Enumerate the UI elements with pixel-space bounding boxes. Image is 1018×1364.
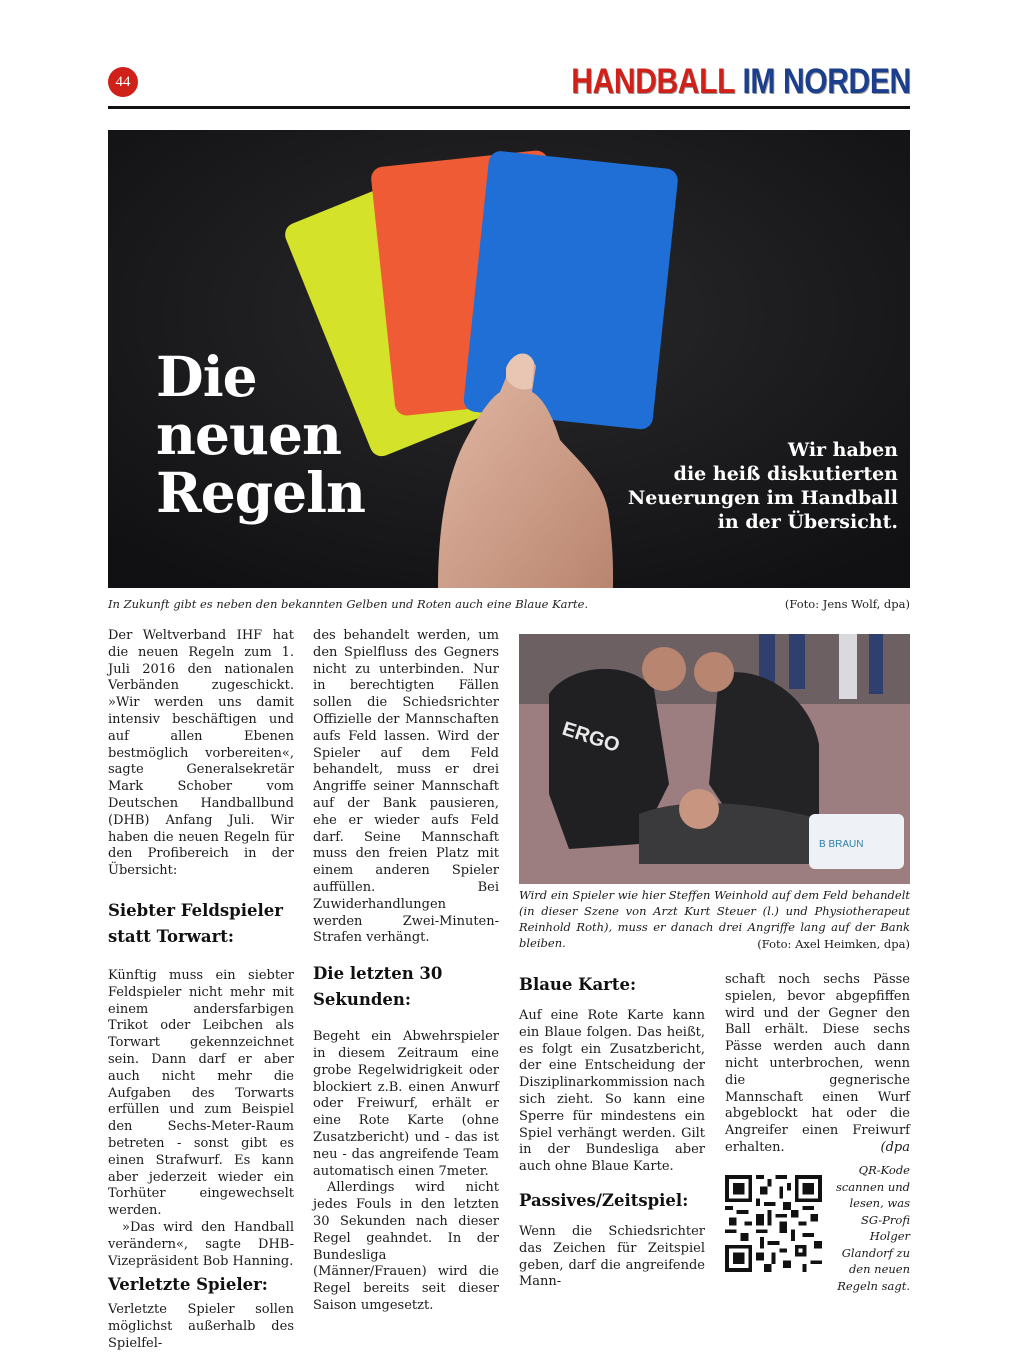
paragraph: Der Weltverband IHF hat die neuen Regeln zum 1. Juli 2016 den nationalen Verbänden zugeschickt. »Wir werden uns damit intensiv beschäftigen und auf allen Ebenen bestmöglich vorbereiten«, sagte Generalsekretär Mark Schober vom Deutschen Handballbund (DHB) Anfang Juli. Wir haben die neuen Regeln für den Profibereich in der Übersicht: — [108, 628, 294, 879]
masthead-handball: HANDBALL — [571, 62, 735, 101]
paragraph: Wenn die Schiedsrichter das Zeichen für Zeitspiel geben, darf die angreifende Mann- — [519, 1223, 705, 1290]
hero-subtitle: Wir haben die heiß diskutierten Neuerungen im Handball in der Übersicht. — [627, 439, 898, 533]
hero-photo-credit: (Foto: Jens Wolf, dpa) — [784, 597, 910, 611]
subheading-blaue-karte: Blaue Karte: — [519, 975, 637, 994]
injury-photo-caption: Wird ein Spieler wie hier Steffen Weinhold auf dem Feld behandelt (in dieser Szene von Arzt Kurt Steuer (l.) und Physiotherapeut Reinhold Roth), muss er danach drei Angriffe lang auf der Bank bleiben. — [519, 888, 910, 950]
paragraph: Verletzte Spieler sollen möglichst außerhalb des Spielfel- — [108, 1302, 294, 1351]
article-column-2 — [313, 628, 499, 1315]
header-rule — [108, 106, 910, 109]
article-column-1 — [108, 628, 294, 1353]
subheading-letzte-30-sekunden: Die letzten 30 Sekunden: — [313, 964, 443, 1010]
paragraph: Begeht ein Abwehrspieler in diesem Zeitraum eine grobe Regelwidrigkeit oder blockiert z.B. einen Anwurf oder Freiwurf, erhält er eine Rote Karte (ohne Zusatzbericht) und - das ist neu - das angreifende Team automatisch einen 7meter. — [313, 1029, 499, 1179]
masthead — [571, 62, 911, 102]
qr-code[interactable] — [725, 1175, 822, 1272]
blue-card — [463, 150, 679, 430]
subheading-siebter-feldspieler: Siebter Feldspieler statt Torwart: — [108, 900, 283, 946]
paragraph: Künftig muss ein siebter Feldspieler nicht mehr mit einem andersfarbigen Trikot oder Leibchen als Torwart gekennzeichnet sein. Dann darf er aber auch nicht mehr die Aufgaben des Torwarts erfüllen und zum Beispiel den Sechs-Meter-Raum betreten - sonst gibt es einen Strafwurf. Es kann aber jederzeit wieder ein Torhüter eingewechselt werden. — [108, 967, 294, 1219]
hero-title: Die neuen Regeln — [156, 344, 366, 525]
hero-caption: In Zukunft gibt es neben den bekannten Gelben und Roten auch eine Blaue Karte. — [108, 597, 589, 611]
article-column-4 — [725, 972, 910, 1157]
paragraph: Auf eine Rote Karte kann ein Blaue folgen. Das heißt, es folgt ein Zusatzbericht, der eine Entscheidung der Disziplinarkommission nach sich zieht. So kann eine Sperre für mindestens ein Spiel verhängt werden. Gilt in der Bundesliga aber auch ohne Blaue Karte. — [519, 1008, 705, 1175]
box-label: B BRAUN — [819, 839, 864, 850]
article-column-3 — [519, 972, 705, 1291]
paragraph: Allerdings wird nicht jedes Fouls in den letzten 30 Sekunden nach dieser Regel geahndet. In der Bundesliga (Männer/Frauen) wird die Regel bereits seit dieser Saison umgesetzt. — [313, 1180, 499, 1313]
dpa-tag: (dpa — [880, 1139, 910, 1155]
medical-staff-illustration — [519, 634, 910, 884]
hero-image — [108, 130, 910, 588]
shirt-label: ERGO — [559, 717, 623, 757]
paragraph: des behandelt werden, um den Spielfluss des Gegners nicht zu unterbinden. Nur in berechtigten Fällen sollen die Schiedsrichter Offizielle der Mannschaften aufs Feld lassen. Wird der Spieler auf dem Feld behandelt, muss er drei Angriffe seiner Mannschaft auf der Bank pausieren, ehe er wieder aufs Feld darf. Seine Mannschaft muss den freien Platz mit einem anderen Spieler auffüllen. Bei Zuwiderhandlungen werden Zwei-Minuten-Strafen verhängt. — [313, 628, 499, 946]
injury-photo — [519, 634, 910, 884]
masthead-im-norden: IM NORDEN — [742, 62, 911, 101]
qr-instruction: QR-Kode scannen und lesen, was SG-Profi Holger Glandorf zu den neuen Regeln sagt. — [835, 1163, 910, 1293]
injury-photo-credit: (Foto: Axel Heimken, dpa) — [757, 937, 910, 951]
paragraph: »Das wird den Handball verändern«, sagte DHB-Vizepräsident Bob Hanning. — [108, 1219, 294, 1269]
subheading-passives-zeitspiel: Passives/Zeitspiel: — [519, 1190, 689, 1210]
subheading-verletzte-spieler: Verletzte Spieler: — [108, 1275, 268, 1295]
paragraph: schaft noch sechs Pässe spielen, bevor abgepfiffen wird und der Gegner den Ball erhält. Diese sechs Pässe werden auch dann nicht unterbrochen, wenn die gegnerische Mannschaft einen Wurf abgeblockt hat oder die Angreifer einen Freiwurf erhalten. (dpa — [725, 972, 910, 1155]
page-number: 44 — [108, 67, 138, 97]
